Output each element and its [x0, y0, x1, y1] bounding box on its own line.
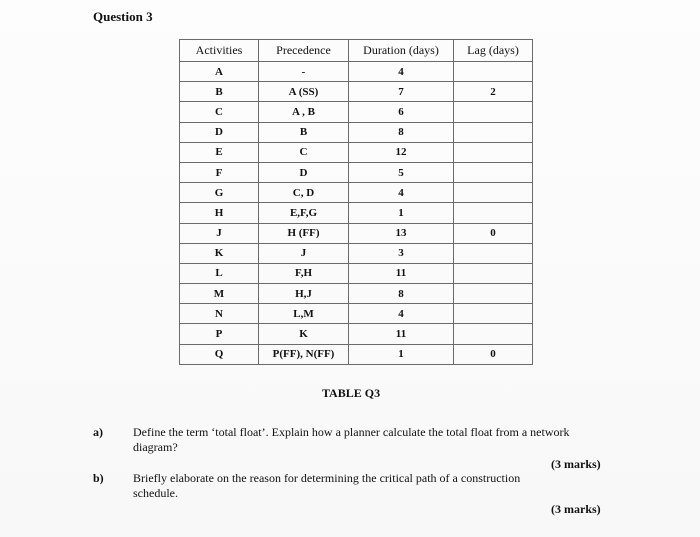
cell-activity: N	[180, 304, 259, 324]
cell-lag	[454, 62, 533, 82]
cell-precedence: F,H	[259, 263, 349, 283]
table-row	[180, 82, 533, 102]
cell-duration: 4	[349, 183, 454, 203]
cell-lag	[454, 122, 533, 142]
table-row	[180, 62, 533, 82]
cell-lag: 0	[454, 344, 533, 364]
cell-lag	[454, 304, 533, 324]
cell-activity: E	[180, 142, 259, 162]
cell-precedence: A (SS)	[259, 82, 349, 102]
cell-lag	[454, 142, 533, 162]
cell-lag	[454, 183, 533, 203]
question-a-text: Define the term ‘total float’. Explain how a planner calculate the total float from a network diagram?	[133, 425, 570, 454]
cell-activity: C	[180, 102, 259, 122]
cell-duration: 8	[349, 284, 454, 304]
cell-duration: 8	[349, 122, 454, 142]
cell-precedence: B	[259, 122, 349, 142]
header-duration: Duration (days)	[349, 40, 454, 62]
cell-activity: L	[180, 263, 259, 283]
cell-lag: 2	[454, 82, 533, 102]
cell-duration: 11	[349, 324, 454, 344]
cell-duration: 11	[349, 263, 454, 283]
cell-lag	[454, 102, 533, 122]
cell-precedence: -	[259, 62, 349, 82]
cell-precedence: D	[259, 162, 349, 182]
cell-lag	[454, 324, 533, 344]
activity-table	[179, 39, 533, 365]
cell-precedence: H,J	[259, 284, 349, 304]
table-row	[180, 263, 533, 283]
cell-duration: 4	[349, 62, 454, 82]
table-row	[180, 102, 533, 122]
table-header-row	[180, 40, 533, 62]
question-a-label: a)	[93, 425, 103, 439]
header-lag: Lag (days)	[454, 40, 533, 62]
table-row	[180, 344, 533, 364]
table-row	[180, 122, 533, 142]
table-row	[180, 142, 533, 162]
cell-lag	[454, 162, 533, 182]
cell-duration: 13	[349, 223, 454, 243]
cell-activity: K	[180, 243, 259, 263]
cell-lag: 0	[454, 223, 533, 243]
table-row	[180, 304, 533, 324]
cell-precedence: E,F,G	[259, 203, 349, 223]
table-row	[180, 243, 533, 263]
cell-duration: 4	[349, 304, 454, 324]
header-precedence: Precedence	[259, 40, 349, 62]
cell-duration: 1	[349, 203, 454, 223]
cell-duration: 1	[349, 344, 454, 364]
cell-lag	[454, 284, 533, 304]
table-row	[180, 324, 533, 344]
cell-precedence: K	[259, 324, 349, 344]
question-b-label: b)	[93, 471, 104, 485]
cell-precedence: H (FF)	[259, 223, 349, 243]
cell-activity: D	[180, 122, 259, 142]
cell-duration: 7	[349, 82, 454, 102]
question-b-marks: (3 marks)	[551, 502, 601, 516]
cell-precedence: L,M	[259, 304, 349, 324]
table-caption-text: TABLE Q3	[321, 386, 381, 400]
cell-precedence: C, D	[259, 183, 349, 203]
cell-activity: G	[180, 183, 259, 203]
question-title: Question 3	[93, 9, 153, 24]
cell-activity: M	[180, 284, 259, 304]
cell-lag	[454, 263, 533, 283]
cell-duration: 5	[349, 162, 454, 182]
cell-precedence: J	[259, 243, 349, 263]
cell-activity: B	[180, 82, 259, 102]
header-activities: Activities	[180, 40, 259, 62]
cell-activity: A	[180, 62, 259, 82]
cell-duration: 12	[349, 142, 454, 162]
cell-precedence: C	[259, 142, 349, 162]
table-row	[180, 183, 533, 203]
cell-lag	[454, 203, 533, 223]
question-b-text: Briefly elaborate on the reason for determining the critical path of a construction schedule.	[133, 471, 521, 500]
table-row	[180, 284, 533, 304]
cell-activity: F	[180, 162, 259, 182]
cell-precedence: A , B	[259, 102, 349, 122]
cell-activity: Q	[180, 344, 259, 364]
cell-duration: 3	[349, 243, 454, 263]
cell-activity: P	[180, 324, 259, 344]
question-a-marks: (3 marks)	[551, 457, 601, 471]
cell-activity: J	[180, 223, 259, 243]
table-row	[180, 162, 533, 182]
cell-lag	[454, 243, 533, 263]
table-row	[180, 203, 533, 223]
cell-duration: 6	[349, 102, 454, 122]
table-row	[180, 223, 533, 243]
table-caption	[0, 386, 700, 401]
cell-activity: H	[180, 203, 259, 223]
cell-precedence: P(FF), N(FF)	[259, 344, 349, 364]
